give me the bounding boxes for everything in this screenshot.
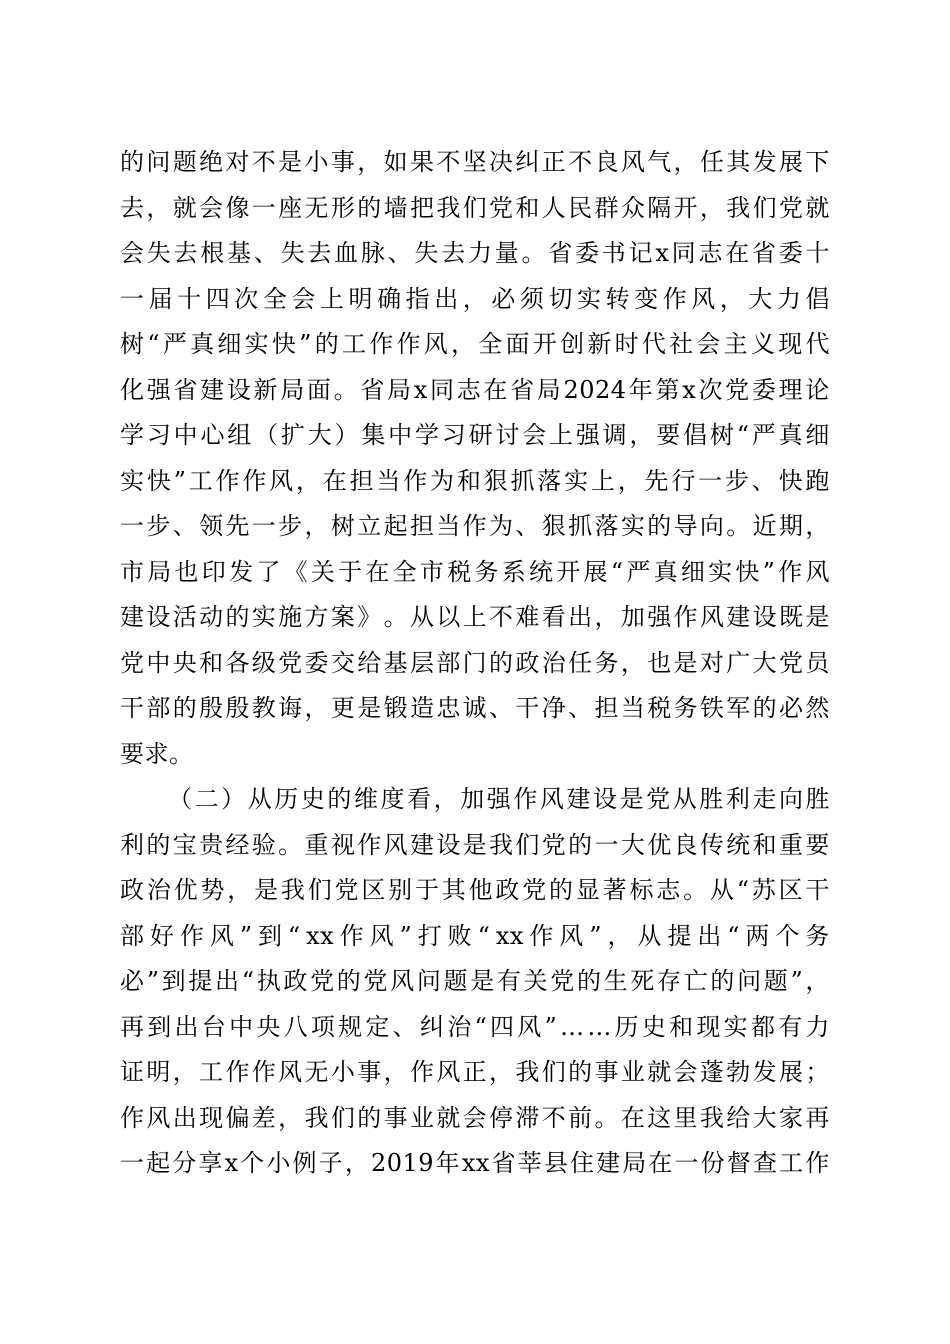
text-line: 会 失 去 根 基 、 失 去 血 脉 、 失 去 力 量 。 省 委 书 记 x 同 志 在 省 委 十 [120,239,830,267]
section-heading-line: （ 二 ） 从 历 史 的 维 度 看 ， 加 强 作 风 建 设 是 党 从 胜 利 走 向 胜 [168,785,830,813]
text-line: 树 “ 严 真 细 实 快 ” 的 工 作 作 风 ， 全 面 开 创 新 时 代 社 会 主 义 现 代 [120,330,830,358]
text-line: 政 治 优 势 ， 是 我 们 党 区 别 于 其 他 政 党 的 显 著 标 志 。 从 “ 苏 区 干 [120,876,830,904]
body-text [120,140,830,1187]
text-line: 建 设 活 动 的 实 施 方 案 》 。 从 以 上 不 难 看 出 ， 加 强 作 风 建 设 既 是 [120,603,830,631]
text-line: 必 ” 到 提 出 “ 执 政 党 的 党 风 问 题 是 有 关 党 的 生 死 存 亡 的 问 题 ” ， [120,967,830,995]
text-line: 一 届 十 四 次 全 会 上 明 确 指 出 ， 必 须 切 实 转 变 作 风 ， 大 力 倡 [120,284,830,313]
text-line: 的 问 题 绝 对 不 是 小 事 ， 如 果 不 坚 决 纠 正 不 良 风 气 ， 任 其 发 展 下 [120,148,830,176]
text-line: 证 明 ， 工 作 作 风 无 小 事 ， 作 风 正 ， 我 们 的 事 业 就 会 蓬 勃 发 展 ； [120,1058,830,1086]
text-line: 学 习 中 心 组 （ 扩 大 ） 集 中 学 习 研 讨 会 上 强 调 ， 要 倡 树 “ 严 真 细 [120,421,830,449]
text-line: 实 快 ” 工 作 作 风 ， 在 担 当 作 为 和 狠 抓 落 实 上 ， 先 行 一 步 、 快 跑 [120,466,830,495]
text-line: 要求。 [120,739,194,768]
text-line: 作 风 出 现 偏 差 ， 我 们 的 事 业 就 会 停 滞 不 前 。 在 这 里 我 给 大 家 再 [120,1103,830,1132]
text-line: 利 的 宝 贵 经 验 。 重 视 作 风 建 设 是 我 们 党 的 一 大 优 良 传 统 和 重 要 [120,830,830,859]
text-line: 党 中 央 和 各 级 党 委 交 给 基 层 部 门 的 政 治 任 务 ， 也 是 对 广 大 党 员 [120,648,830,677]
text-line: 干 部 的 殷 殷 教 诲 ， 更 是 锻 造 忠 诚 、 干 净 、 担 当 税 务 铁 军 的 必 然 [120,694,830,722]
text-line: 去 ， 就 会 像 一 座 无 形 的 墙 把 我 们 党 和 人 民 群 众 隔 开 ， 我 们 党 就 [120,193,830,222]
text-line: 一 起 分 享 x 个 小 例 子 ， 2019 年 xx 省 莘 县 住 建 局 在 一 份 督 查 工 作 [120,1149,830,1177]
text-line: 再 到 出 台 中 央 八 项 规 定 、 纠 治 “ 四 风 ” … … 历 史 和 现 实 都 有 力 [120,1012,830,1041]
text-line: 一 步 、 领 先 一 步 ， 树 立 起 担 当 作 为 、 狠 抓 落 实 的 导 向 。 近 期 ， [120,512,830,540]
text-line: 化 强 省 建 设 新 局 面 。 省 局 x 同 志 在 省 局 2024 年 第 x 次 党 委 理 论 [120,375,830,404]
text-line: 部 好 作 风 ” 到 “ xx 作 风 ” 打 败 “ xx 作 风 ” ， 从 提 出 “ 两 个 务 [120,921,830,950]
text-line: 市 局 也 印 发 了 《 关 于 在 全 市 税 务 系 统 开 展 “ 严 真 细 实 快 ” 作 风 [120,557,830,586]
